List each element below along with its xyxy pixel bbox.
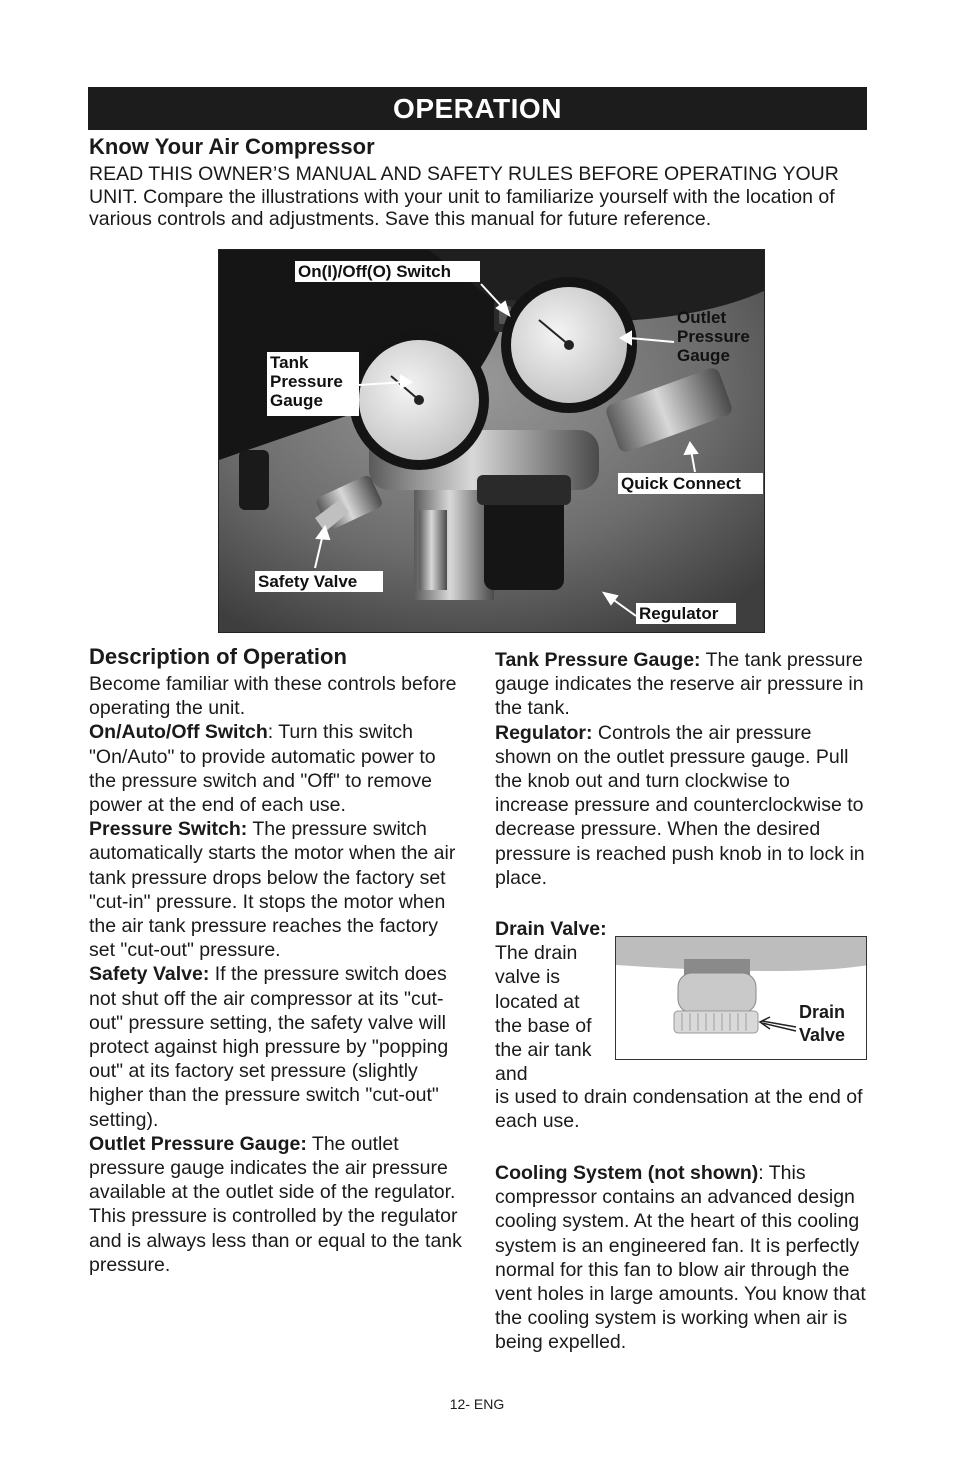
cooling-system-paragraph — [495, 1161, 870, 1355]
item-safety-valve — [89, 962, 464, 1131]
item-regulator — [495, 721, 867, 890]
drain-text: The drain valve is located at the base of the air tank and — [495, 942, 592, 1086]
cooling-term: Cooling System (not shown) — [495, 1162, 759, 1184]
cooling-text: This compressor contains an advanced design cooling system. At the heart of this cooling system is an engineered fan. It is perfectly normal for this fan to blow air through the vent holes in large amounts. You know that the cooling system is working when air is being expelled. — [495, 1162, 866, 1354]
item-term: Regulator: — [495, 721, 593, 744]
quick-connect-label: Quick Connect — [618, 473, 763, 494]
drain-valve-text-continued: is used to drain condensation at the end of each use. — [495, 1086, 863, 1133]
drain-valve-text — [495, 917, 607, 1086]
compressor-photo — [218, 249, 765, 633]
tank-gauge-label — [267, 352, 359, 416]
description-right-column — [495, 648, 867, 890]
item-text: Controls the air pressure shown on the outlet pressure gauge. Pull the knob out and turn clockwise to increase pressure and counterclockwise to decrease pressure. When the desired pressure is reached push knob in to lock in place. — [495, 721, 865, 889]
cooling-sep: : — [758, 1162, 769, 1184]
drain-term: Drain Valve: — [495, 918, 607, 940]
item-switch — [89, 720, 464, 817]
item-text: The pressure switch automatically starts the motor when the air tank pressure drops below the factory set "cut-in" pressure. It stops the motor when the air tank pressure reaches the factory set "cut-out" pressure. — [89, 818, 456, 962]
outlet-gauge-label — [674, 307, 764, 366]
item-tank-gauge — [495, 648, 867, 721]
item-term: Tank Pressure Gauge: — [495, 649, 701, 671]
regulator-label: Regulator — [636, 603, 736, 624]
drain-valve-label: Drain Valve — [799, 1002, 846, 1045]
intro-paragraph: READ THIS OWNER’S MANUAL AND SAFETY RULES BEFORE OPERATING YOUR UNIT. Compare the illustrations with your unit to familiarize yourself with the location of various controls and adjustments. Save this manual for future reference. — [89, 163, 839, 230]
item-text: If the pressure switch does not shut off the air compressor at its "cut-out" pressure setting, the safety valve will protect against high pressure by "popping out" at its factory set pressure (slightly higher than the pressure switch "cut-out" setting). — [89, 963, 449, 1131]
description-heading: Description of Operation — [89, 644, 347, 669]
tank-gauge-label-text: Tank Pressure Gauge — [270, 353, 343, 410]
item-text: The tank pressure gauge indicates the reserve air pressure in the tank. — [495, 649, 864, 720]
item-outlet-gauge — [89, 1132, 464, 1277]
item-text: Turn this switch "On/Auto" to provide automatic power to the pressure switch and "Off" to remove power at the end of each use. — [89, 721, 436, 817]
item-term: Outlet Pressure Gauge: — [89, 1132, 307, 1155]
safety-valve-label: Safety Valve — [255, 571, 383, 592]
item-pressure-switch — [89, 817, 464, 962]
know-your-compressor-heading: Know Your Air Compressor — [89, 134, 375, 159]
description-intro: Become familiar with these controls before operating the unit. — [89, 673, 457, 720]
drain-valve-illustration — [615, 936, 867, 1060]
item-term: Pressure Switch: — [89, 818, 248, 841]
item-term: Safety Valve: — [89, 963, 210, 986]
switch-label: On(I)/Off(O) Switch — [295, 261, 480, 282]
description-left-column — [89, 644, 464, 1277]
item-text: The outlet pressure gauge indicates the air pressure available at the outlet side of the regulator. This pressure is controlled by the regulator and is always less than or equal to the tank pressure. — [89, 1132, 462, 1276]
page-number: 12- ENG — [449, 1396, 505, 1412]
outlet-gauge-label-text: Outlet Pressure Gauge — [677, 308, 750, 365]
item-term: On/Auto/Off Switch — [89, 721, 268, 744]
item-sep: : — [267, 721, 279, 744]
section-banner: OPERATION — [88, 87, 867, 130]
